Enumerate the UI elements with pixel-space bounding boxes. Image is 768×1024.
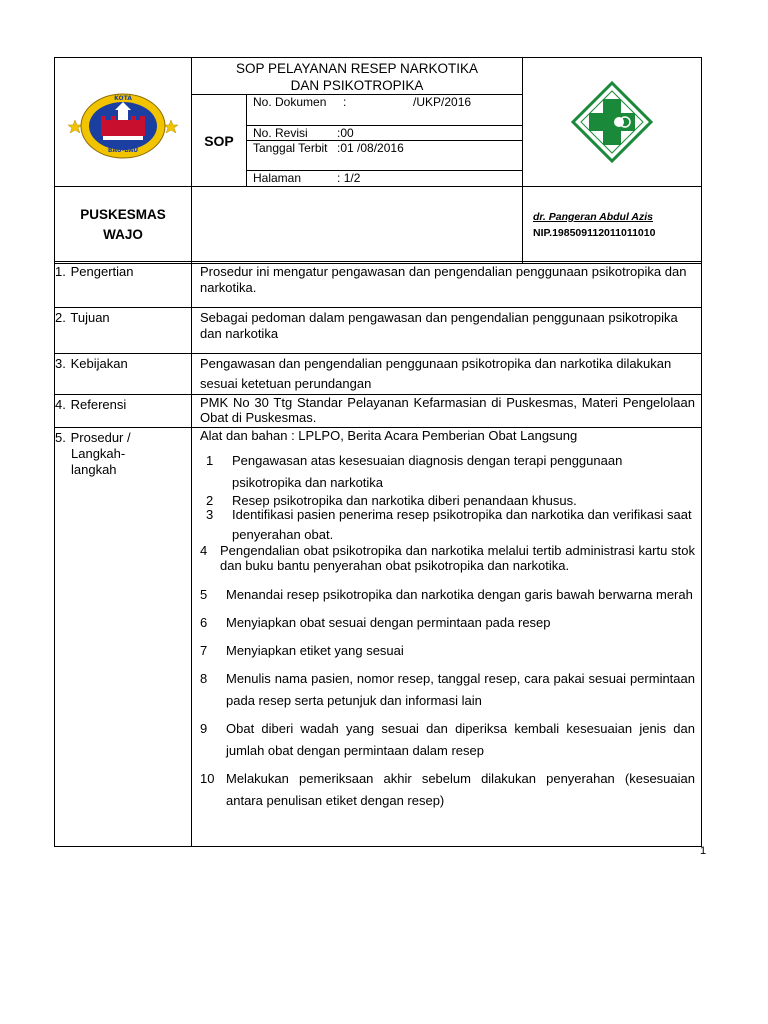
prosedur-intro: Alat dan bahan : LPLPO, Berita Acara Pemberian Obat Langsung	[200, 428, 578, 443]
signer-name: dr. Pangeran Abdul Azis	[533, 211, 653, 223]
row-kebijakan	[55, 354, 702, 395]
label-pengertian	[55, 262, 192, 308]
title-line-2: DAN PSIKOTROPIKA	[290, 78, 424, 93]
meta-row-no-dokumen	[247, 95, 522, 125]
step-number: 10	[200, 771, 215, 786]
green-cross-icon	[523, 79, 701, 165]
step-text: Melakukan pemeriksaan akhir sebelum dilakukan penyerahan (kesesuaian antara penulisan etiket dengan resep)	[226, 771, 695, 808]
step-text: Identifikasi pasien penerima resep psikotropika dan narkotika dan verifikasi saat penyerahan obat.	[232, 507, 692, 542]
label-number: 2.	[55, 310, 66, 325]
meta-row-halaman	[247, 170, 522, 185]
meta-key: Tanggal Terbit	[247, 140, 337, 170]
label-text: Tujuan	[70, 310, 110, 325]
list-item	[200, 718, 695, 762]
text-referensi: PMK No 30 Ttg Standar Pelayanan Kefarmasian di Puskesmas, Materi Pengelolaan Obat di Puskesmas.	[192, 395, 702, 428]
row-tujuan	[55, 308, 702, 354]
row-pengertian	[55, 262, 702, 308]
sop-label: SOP	[192, 95, 247, 187]
text-tujuan: Sebagai pedoman dalam pengawasan dan pengendalian penggunaan psikotropika dan narkotika	[192, 308, 702, 354]
meta-value	[337, 140, 522, 170]
step-number: 8	[200, 671, 208, 686]
meta-value-text: 1/2	[343, 170, 361, 185]
sop-body-table	[54, 261, 702, 847]
header-table	[54, 57, 702, 264]
meta-sep: :	[337, 170, 341, 185]
logo-bottom-text: BAU-BAU	[107, 147, 139, 154]
list-item	[200, 505, 695, 545]
meta-sep: :	[337, 125, 341, 140]
document-meta	[247, 95, 522, 185]
meta-sep: :	[337, 140, 341, 155]
meta-row-tanggal	[247, 140, 522, 170]
blank-cell	[192, 187, 523, 264]
list-item	[200, 668, 695, 712]
step-number: 7	[200, 643, 208, 658]
label-referensi	[55, 395, 192, 428]
list-item	[200, 450, 695, 494]
title-line-1: SOP PELAYANAN RESEP NARKOTIKA	[235, 61, 479, 76]
logo-top-text: KOTA	[114, 95, 132, 102]
puskesmas-line-2: WAJO	[103, 227, 143, 242]
meta-key: Halaman	[253, 170, 302, 185]
meta-value-text: 01 /08/2016	[340, 140, 404, 155]
step-text: Menyiapkan etiket yang sesuai	[226, 643, 404, 658]
signer-nip: NIP.198509112011011010	[533, 227, 656, 239]
step-number: 6	[200, 615, 208, 630]
meta-value-text: 00	[340, 125, 354, 140]
meta-key: No. Revisi	[247, 125, 337, 140]
label-text: Prosedur /	[70, 430, 131, 445]
step-number: 1	[206, 453, 214, 468]
label-number: 5.	[55, 430, 66, 445]
meta-row-no-revisi	[247, 125, 522, 140]
prosedur-steps	[200, 450, 695, 812]
text-pengertian: Prosedur ini mengatur pengawasan dan pengendalian penggunaan psikotropika dan narkotika.	[192, 262, 702, 308]
list-item	[200, 768, 695, 812]
list-item	[200, 612, 695, 634]
list-item	[200, 543, 695, 573]
label-number: 3.	[55, 356, 66, 371]
step-number: 3	[206, 507, 214, 522]
label-number: 1.	[55, 264, 66, 279]
step-text: Pengendalian obat psikotropika dan narkotika melalui tertib administrasi kartu stok dan buku bantu penyerahan obat psikotropika dan narkotika.	[220, 543, 695, 573]
signer-cell	[523, 187, 702, 264]
document-title	[192, 58, 523, 95]
meta-value	[337, 170, 522, 185]
label-kebijakan	[55, 354, 192, 395]
step-text: Menandai resep psikotropika dan narkotika dengan garis bawah berwarna merah	[226, 587, 693, 602]
label-text: Kebijakan	[70, 356, 128, 371]
text-prosedur	[192, 428, 702, 847]
step-number: 2	[206, 493, 214, 508]
step-number: 9	[200, 721, 208, 736]
label-prosedur	[55, 428, 192, 847]
step-text: Menulis nama pasien, nomor resep, tanggal resep, cara pakai sesuai permintaan pada resep serta petunjuk dan informasi lain	[226, 671, 695, 708]
label-text-2: Langkah-	[71, 446, 126, 461]
label-text: Referensi	[70, 397, 127, 412]
label-tujuan	[55, 308, 192, 354]
meta-sep: :	[337, 95, 409, 125]
step-text: Obat diberi wadah yang sesuai dan diperiksa kembali kesesuaian jenis dan jumlah obat dengan permintaan dalam resep	[226, 721, 695, 758]
meta-value	[337, 125, 522, 140]
list-item	[200, 640, 695, 662]
health-logo-cell	[523, 58, 702, 187]
label-text-3: langkah	[71, 462, 117, 477]
city-logo-cell	[55, 58, 192, 187]
step-number: 4	[200, 543, 208, 558]
meta-key: No. Dokumen	[247, 95, 337, 125]
list-item	[200, 584, 695, 606]
label-text: Pengertian	[70, 264, 134, 279]
meta-value: /UKP/2016	[409, 95, 522, 125]
row-prosedur	[55, 428, 702, 847]
step-text: Pengawasan atas kesesuaian diagnosis dengan terapi penggunaan psikotropika dan narkotika	[232, 453, 623, 490]
document-meta-cell	[247, 95, 523, 187]
puskesmas-line-1: PUSKESMAS	[80, 207, 166, 222]
step-text: Resep psikotropika dan narkotika diberi penandaan khusus.	[232, 493, 577, 508]
label-number: 4.	[55, 397, 66, 412]
step-text: Menyiapkan obat sesuai dengan permintaan pada resep	[226, 615, 551, 630]
text-kebijakan: Pengawasan dan pengendalian penggunaan psikotropika dan narkotika dilakukan sesuai ketetuan perundangan	[192, 354, 702, 395]
puskesmas-name	[55, 187, 192, 264]
page-number: 1	[700, 845, 707, 857]
city-emblem-icon	[55, 82, 191, 162]
step-number: 5	[200, 587, 208, 602]
row-referensi	[55, 395, 702, 428]
